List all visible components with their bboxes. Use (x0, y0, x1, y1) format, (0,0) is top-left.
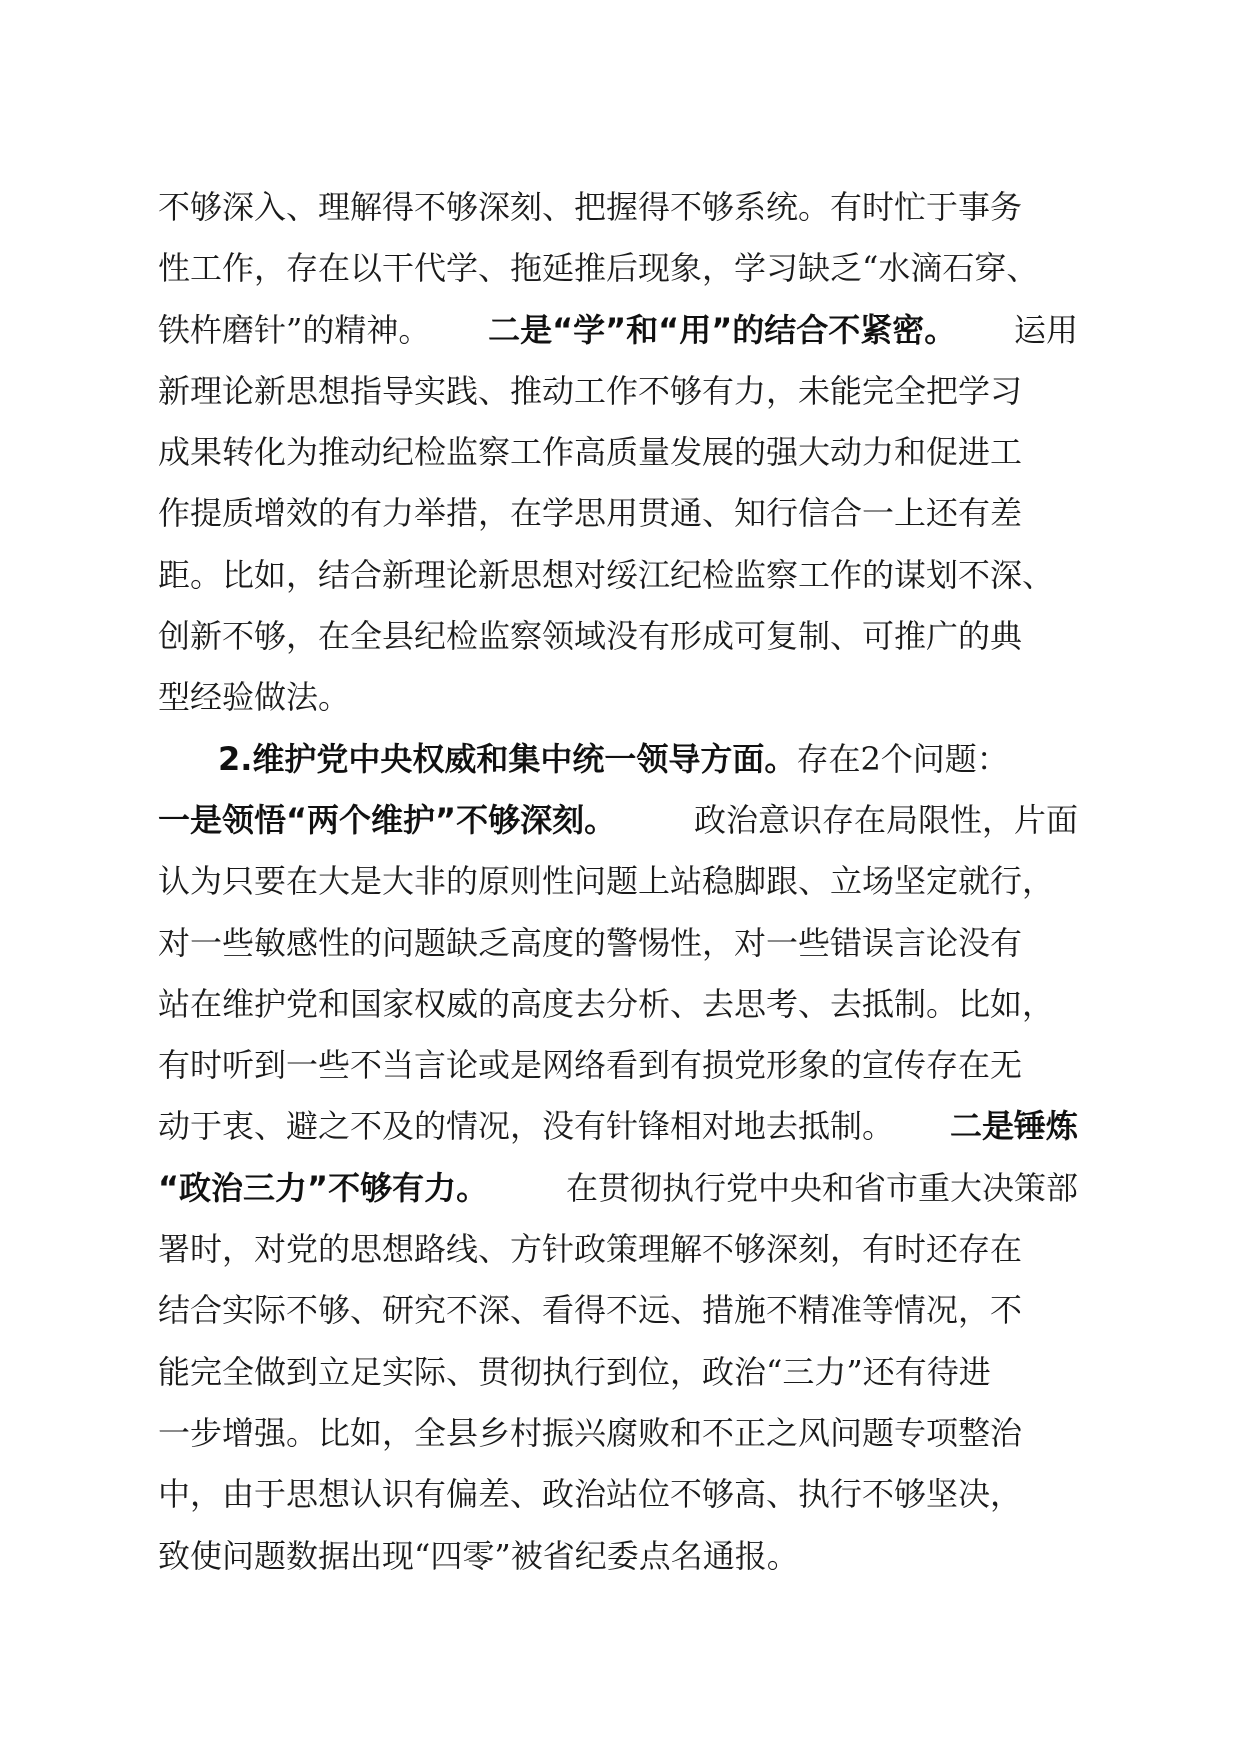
text-line (158, 851, 1078, 912)
text-run: 距。比如，结合新理论新思想对绥江纪检监察工作的谋划不深、 (158, 555, 1055, 594)
text-run: 署时，对党的思想路线、方针政策理解不够深刻，有时还存在 (158, 1230, 1023, 1269)
text-run: 不够深入、理解得不够深刻、把握得不够系统。有时忙于事务 (158, 188, 1023, 226)
section-heading: 2.维护党中央权威和集中统一领导方面。 (218, 739, 797, 778)
text-line (158, 1219, 1078, 1280)
text-line (158, 1096, 1078, 1157)
text-line (158, 667, 1078, 728)
text-run: 型经验做法。 (158, 678, 351, 717)
text-run: 政治意识存在局限性，片面 (693, 800, 1078, 839)
text-line (158, 300, 1078, 361)
text-line (158, 177, 1078, 238)
text-line (158, 1526, 1078, 1587)
text-line (158, 1464, 1078, 1525)
body-text (158, 177, 1078, 1587)
bold-heading-run: “政治三力”不够有力。 (158, 1168, 489, 1207)
text-run: 作提质增效的有力举措，在学思用贯通、知行信合一上还有差 (158, 494, 1023, 533)
bold-heading-run: 二是“学”和“用”的结合不紧密。 (488, 310, 957, 349)
text-run: 成果转化为推动纪检监察工作高质量发展的强大动力和促进工 (158, 433, 1023, 472)
text-line (158, 545, 1078, 606)
text-run: 能完全做到立足实际、贯彻执行到位，政治“三力”还有待进 (158, 1352, 991, 1391)
text-line (158, 1403, 1078, 1464)
bold-heading-run: 二是锤炼 (949, 1107, 1078, 1146)
text-run: 性工作，存在以干代学、拖延推后现象，学习缺乏“水滴石穿、 (158, 249, 1039, 288)
text-run: 一步增强。比如，全县乡村振兴腐败和不正之风问题专项整治 (158, 1413, 1023, 1452)
text-run: 在贯彻执行党中央和省市重大决策部 (565, 1168, 1078, 1207)
text-line (158, 913, 1078, 974)
text-line (158, 361, 1078, 422)
text-line (158, 606, 1078, 667)
text-run: 对一些敏感性的问题缺乏高度的警惕性，对一些错误言论没有 (158, 923, 1023, 962)
text-run: 致使问题数据出现“四零”被省纪委点名通报。 (158, 1536, 799, 1575)
text-line (158, 790, 1078, 851)
text-line (158, 422, 1078, 483)
text-run: 认为只要在大是大非的原则性问题上站稳脚跟、立场坚定就行， (158, 862, 1055, 901)
text-run: 结合实际不够、研究不深、看得不远、措施不精准等情况，不 (158, 1291, 1023, 1330)
text-run: 动于衷、避之不及的情况，没有针锋相对地去抵制。 (158, 1107, 895, 1146)
text-line (158, 974, 1078, 1035)
text-run: 创新不够，在全县纪检监察领域没有形成可复制、可推广的典 (158, 617, 1023, 656)
text-run: 站在维护党和国家权威的高度去分析、去思考、去抵制。比如， (158, 984, 1055, 1023)
text-line (158, 238, 1078, 299)
text-line (158, 1035, 1078, 1096)
text-run: 中，由于思想认识有偏差、政治站位不够高、执行不够坚决， (158, 1475, 1023, 1514)
section-heading-line (158, 729, 1078, 790)
text-line (158, 1158, 1078, 1219)
text-line (158, 1280, 1078, 1341)
bold-heading-run: 一是领悟“两个维护”不够深刻。 (158, 800, 617, 839)
text-run: 有时听到一些不当言论或是网络看到有损党形象的宣传存在无 (158, 1046, 1023, 1085)
text-line (158, 483, 1078, 544)
text-run: 存在2个问题： (796, 739, 1009, 778)
text-line (158, 1342, 1078, 1403)
text-run: 铁杵磨针”的精神。 (158, 310, 431, 349)
text-run: 运用 (1013, 310, 1078, 349)
text-run: 新理论新思想指导实践、推动工作不够有力，未能完全把学习 (158, 371, 1023, 410)
